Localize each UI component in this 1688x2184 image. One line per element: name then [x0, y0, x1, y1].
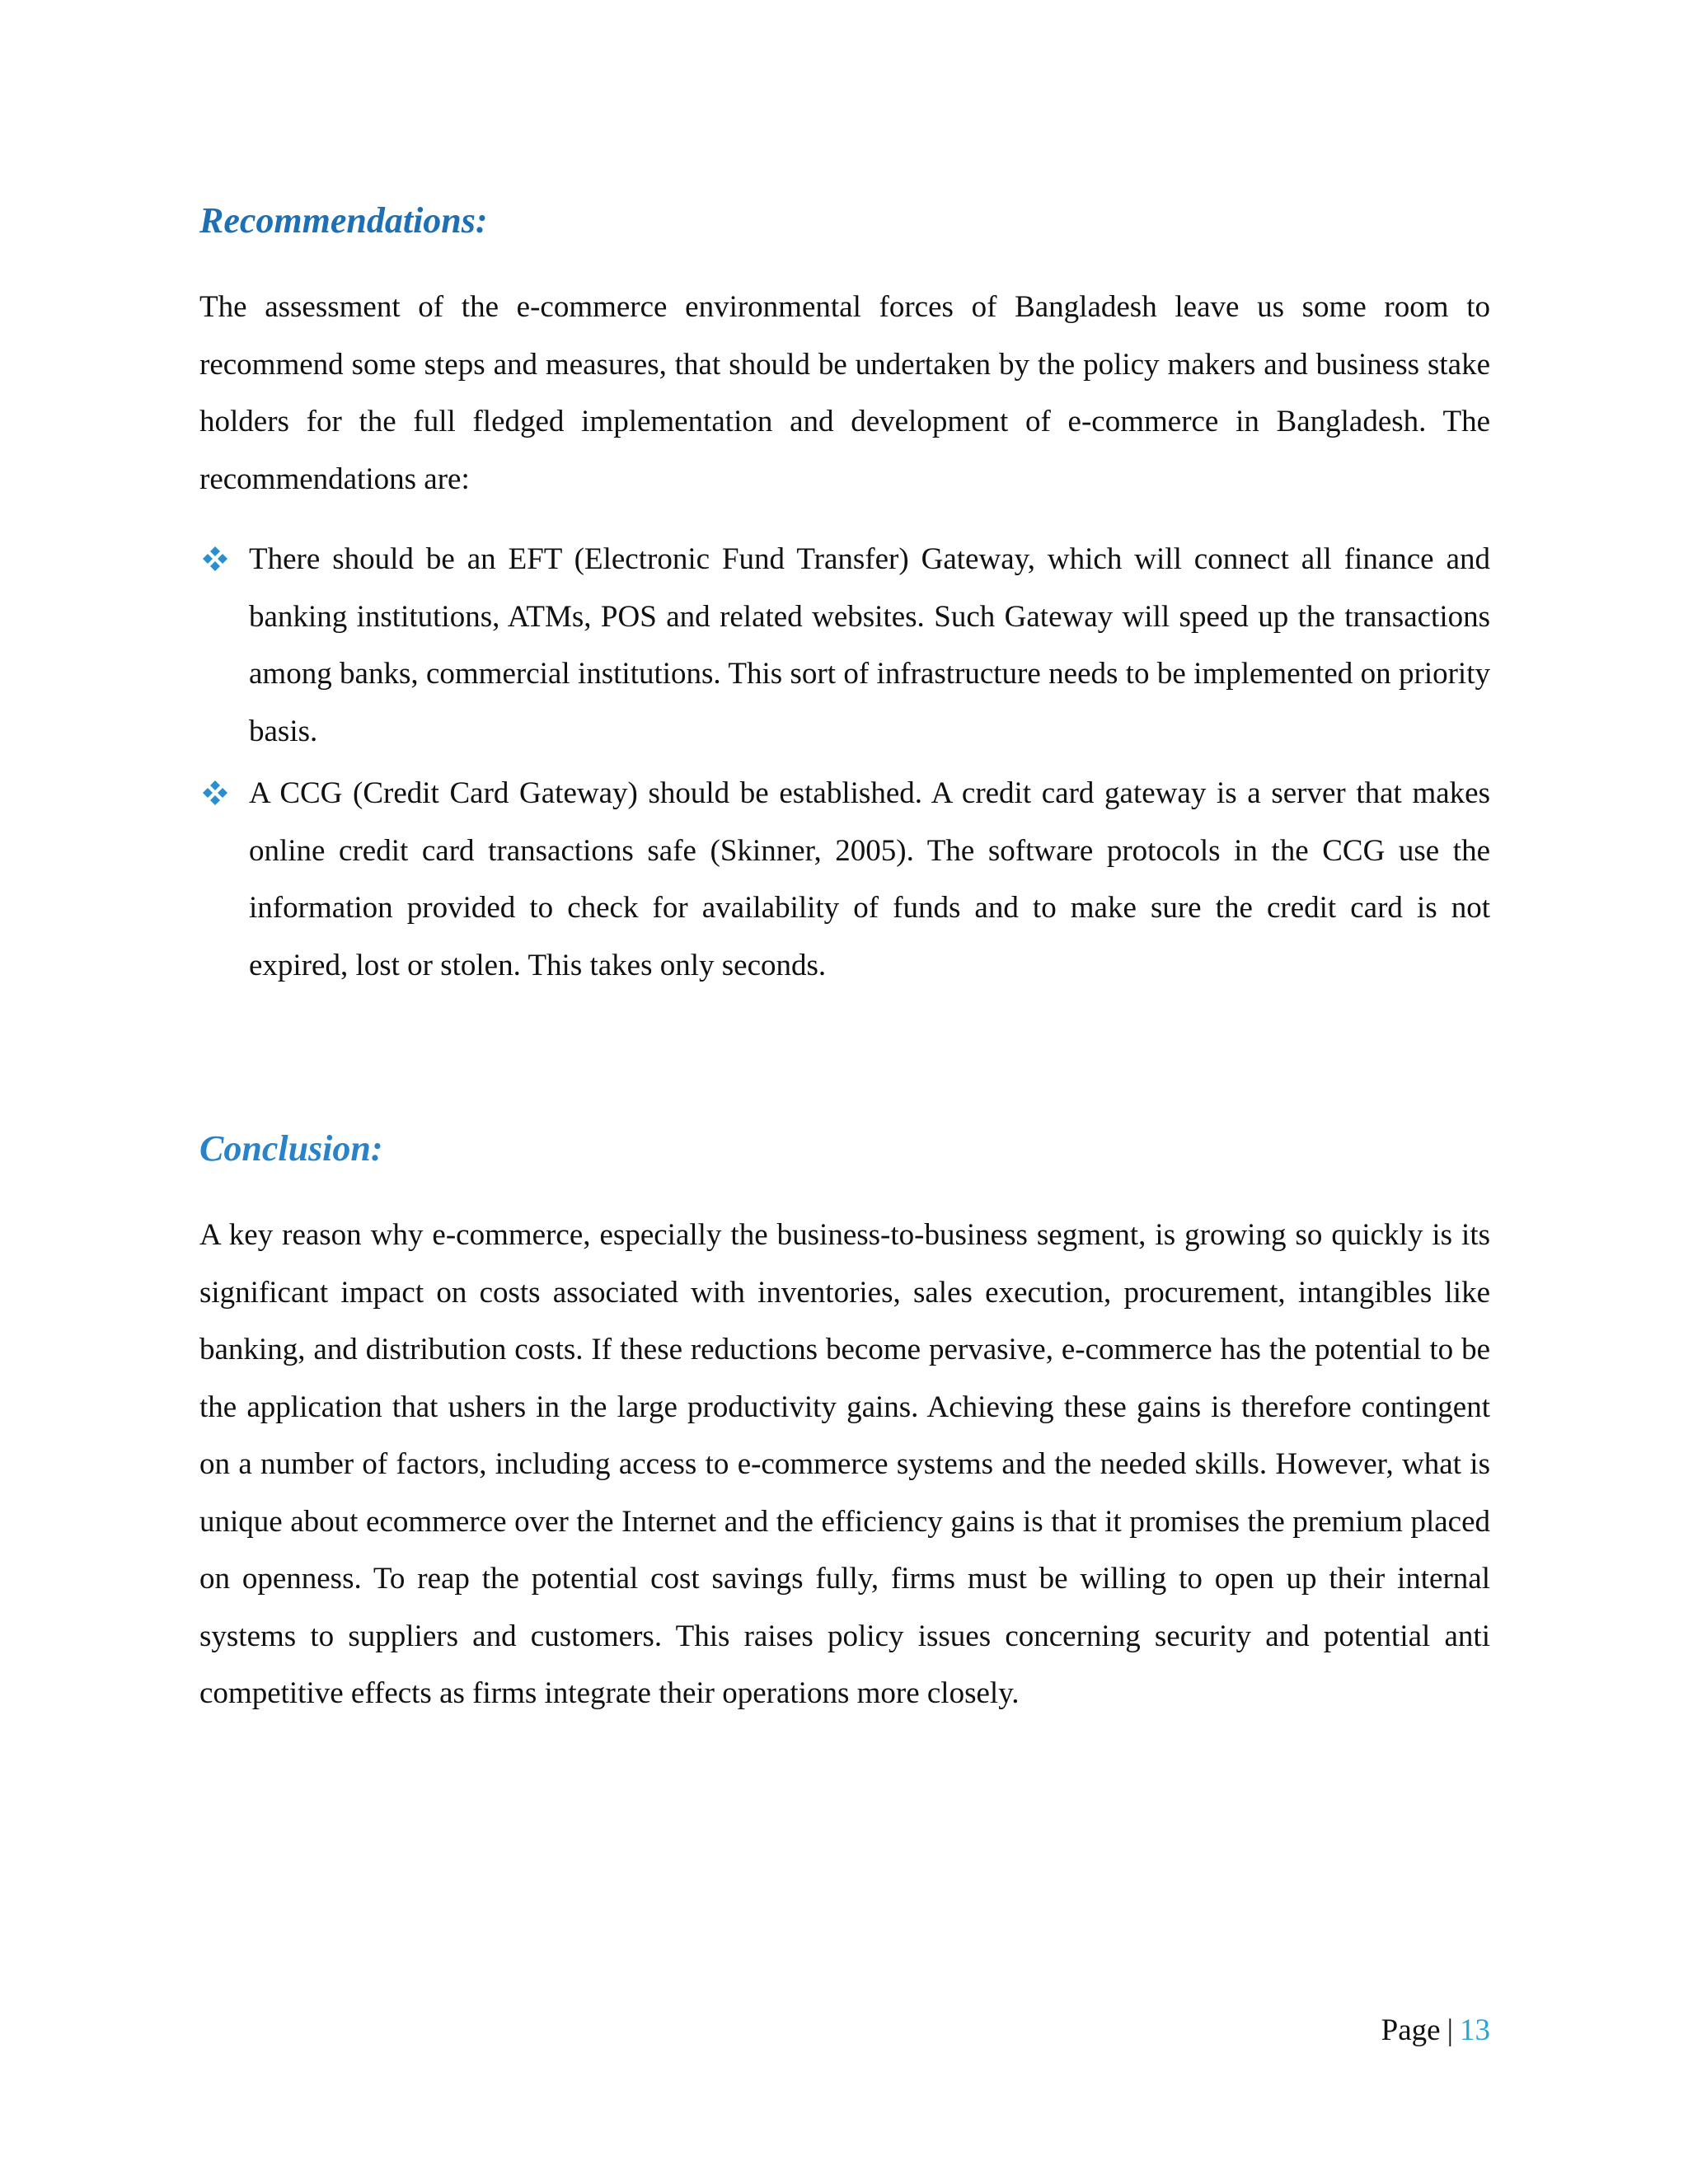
- four-diamond-icon: [201, 545, 229, 573]
- four-diamond-icon: [201, 779, 229, 807]
- page-separator: |: [1447, 2013, 1453, 2047]
- recommendations-list: [199, 531, 1490, 994]
- list-item-text: A CCG (Credit Card Gateway) should be established. A credit card gateway is a server that makes online credit card transactions safe (Skinner, 2005). The software protocols in the CCG use the information provided to check for availability of funds and to make sure the credit card is not expired, lost or stolen. This takes only seconds.: [249, 776, 1490, 982]
- list-item: [199, 765, 1490, 994]
- page-footer: [1381, 2008, 1490, 2054]
- page-content: [199, 194, 1490, 1722]
- conclusion-heading: Conclusion:: [199, 1128, 383, 1169]
- list-item-text: There should be an EFT (Electronic Fund Transfer) Gateway, which will connect all finance and banking institutions, ATMs, POS and related websites. Such Gateway will speed up the transactions among banks, commercial institutions. This sort of infrastructure needs to be implemented on priority basis.: [249, 542, 1490, 748]
- recommendations-heading: Recommendations:: [199, 200, 488, 241]
- list-item: [199, 531, 1490, 760]
- conclusion-paragraph: A key reason why e-commerce, especially the business-to-business segment, is growing so quickly is its significant impact on costs associated with inventories, sales execution, procurement, intangibles like banking, and distribution costs. If these reductions become pervasive, e-commerce has the potential to be the application that ushers in the large productivity gains. Achieving these gains is therefore contingent on a number of factors, including access to e-commerce systems and the needed skills. However, what is unique about ecommerce over the Internet and the efficiency gains is that it promises the premium placed on openness. To reap the potential cost savings fully, firms must be willing to open up their internal systems to suppliers and customers. This raises policy issues concerning security and potential anti competitive effects as firms integrate their operations more closely.: [199, 1218, 1490, 1710]
- recommendations-intro-paragraph: The assessment of the e-commerce environmental forces of Bangladesh leave us some room to recommend some steps and measures, that should be undertaken by the policy makers and business stake holders for the full fledged implementation and development of e-commerce in Bangladesh. The recommendations are:: [199, 290, 1490, 496]
- page-label: Page: [1381, 2013, 1441, 2047]
- page-number: 13: [1460, 2013, 1490, 2047]
